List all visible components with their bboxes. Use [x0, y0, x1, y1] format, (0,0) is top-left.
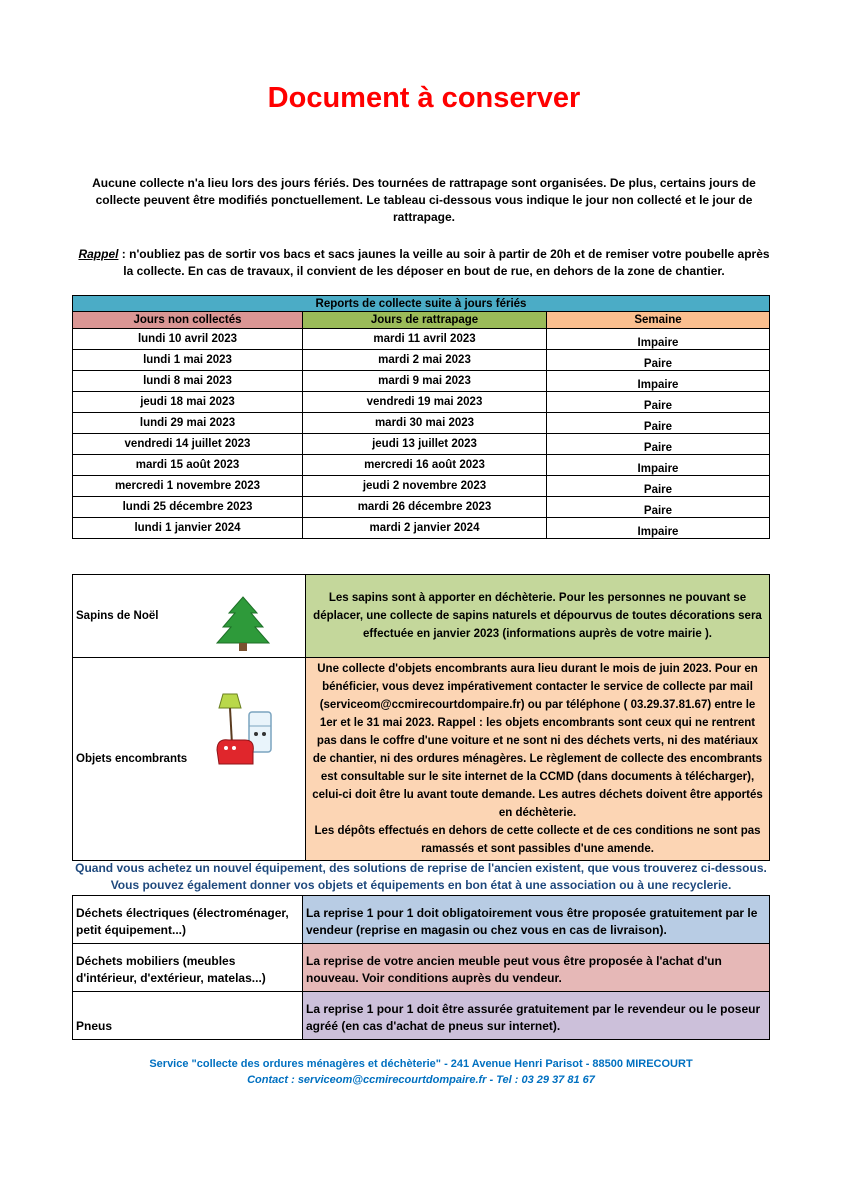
jour-rattrapage-cell: mardi 30 mai 2023 [303, 413, 547, 434]
reports-table-row [73, 518, 770, 539]
encombrants-text-main: Une collecte d'objets encombrants aura lieu durant le mois de juin 2023. Pour en bénéficier, vous devez impérativement contacter le service de collecte par mail (serviceom@ccmirecourtdompaire.fr) ou par téléphone ( 03.29.37.81.67) entre le 1er et le 31 mai 2023. Rappel : les objets encombrants sont ceux qui ne rentrent pas dans le coffre d'une voiture et ne sont ni des déchets verts, ni des matériaux de chantier, ni des ordures ménagères. Le règlement de collecte des encombrants est consultable sur le site internet de la CCMD (dans documents à télécharger), celui-ci doit être lu avant toute demande. Les autres déchets doivent être apportés en déchèterie. [312, 663, 763, 819]
sapins-label: Sapins de Noël [76, 610, 159, 622]
semaine-cell: Impaire [547, 329, 770, 350]
reprise-label-electriques: Déchets électriques (électroménager, petit équipement...) [73, 896, 303, 944]
reprise-label-pneus: Pneus [73, 992, 303, 1040]
jour-rattrapage-cell: vendredi 19 mai 2023 [303, 392, 547, 413]
jour-non-collecte-cell: mercredi 1 novembre 2023 [73, 476, 303, 497]
header-jours-rattrapage: Jours de rattrapage [303, 312, 547, 329]
jour-rattrapage-cell: jeudi 13 juillet 2023 [303, 434, 547, 455]
reprise-row-electriques [73, 896, 770, 944]
reports-table-row [73, 350, 770, 371]
header-semaine: Semaine [547, 312, 770, 329]
jour-non-collecte-cell: jeudi 18 mai 2023 [73, 392, 303, 413]
jour-non-collecte-cell: mardi 15 août 2023 [73, 455, 303, 476]
jour-rattrapage-cell: mercredi 16 août 2023 [303, 455, 547, 476]
reports-table-row [73, 497, 770, 518]
encombrants-text [306, 658, 770, 861]
reprise-text-pneus: La reprise 1 pour 1 doit être assurée gratuitement par le revendeur ou le poseur agréé (en cas d'achat de pneus sur internet). [303, 992, 770, 1040]
header-jours-non-collectes: Jours non collectés [73, 312, 303, 329]
reprise-intro: Quand vous achetez un nouvel équipement, des solutions de reprise de l'ancien existent, que vous trouverez ci-dessous. Vous pouvez également donner vos objets et équipements en bon état à une association ou à une recyclerie. [75, 861, 767, 892]
rappel-paragraph [78, 246, 770, 280]
christmas-tree-icon [213, 595, 273, 653]
reports-table-row [73, 413, 770, 434]
rappel-label: Rappel [78, 247, 119, 261]
sapins-cell [73, 575, 306, 658]
reports-table-row [73, 476, 770, 497]
reports-table-caption: Reports de collecte suite à jours fériés [73, 296, 770, 312]
footer [72, 1056, 770, 1088]
rappel-text: : n'oubliez pas de sortir vos bacs et sacs jaunes la veille au soir à partir de 20h et de remiser votre poubelle après la collecte. En cas de travaux, il convient de les déposer en bout de rue, en dehors de la zone de chantier. [118, 247, 770, 278]
jour-non-collecte-cell: vendredi 14 juillet 2023 [73, 434, 303, 455]
semaine-cell: Paire [547, 476, 770, 497]
jour-rattrapage-cell: mardi 2 mai 2023 [303, 350, 547, 371]
sapins-row [73, 575, 770, 658]
bulky-furniture-icon [215, 690, 275, 772]
sapins-text: Les sapins sont à apporter en déchèterie. Pour les personnes ne pouvant se déplacer, une collecte de sapins naturels et dépourvus de toutes décorations sera effectuée en janvier 2023 (informations auprès de votre mairie ). [306, 575, 770, 658]
reprise-row-pneus [73, 992, 770, 1040]
jour-non-collecte-cell: lundi 29 mai 2023 [73, 413, 303, 434]
encombrants-label: Objets encombrants [76, 753, 188, 765]
reports-table [72, 295, 770, 539]
intro-paragraph: Aucune collecte n'a lieu lors des jours fériés. Des tournées de rattrapage sont organisées. De plus, certains jours de collecte peuvent être modifiés ponctuellement. Le tableau ci-dessous vous indique le jour non collecté et le jour de rattrapage. [92, 176, 756, 224]
semaine-cell: Paire [547, 392, 770, 413]
reports-table-row [73, 329, 770, 350]
jour-rattrapage-cell: mardi 26 décembre 2023 [303, 497, 547, 518]
reprise-label-mobiliers: Déchets mobiliers (meubles d'intérieur, d'extérieur, matelas...) [73, 944, 303, 992]
jour-non-collecte-cell: lundi 10 avril 2023 [73, 329, 303, 350]
jour-non-collecte-cell: lundi 8 mai 2023 [73, 371, 303, 392]
reprise-row-mobiliers [73, 944, 770, 992]
document-title: Document à conserver [267, 82, 581, 114]
reports-table-row [73, 392, 770, 413]
encombrants-cell [73, 658, 306, 861]
encombrants-row [73, 658, 770, 861]
reports-table-row [73, 455, 770, 476]
jour-non-collecte-cell: lundi 1 mai 2023 [73, 350, 303, 371]
jour-rattrapage-cell: jeudi 2 novembre 2023 [303, 476, 547, 497]
reprise-table [72, 895, 770, 1040]
jour-non-collecte-cell: lundi 1 janvier 2024 [73, 518, 303, 539]
jour-rattrapage-cell: mardi 11 avril 2023 [303, 329, 547, 350]
semaine-cell: Impaire [547, 518, 770, 539]
semaine-cell: Paire [547, 350, 770, 371]
reprise-text-mobiliers: La reprise de votre ancien meuble peut vous être proposée à l'achat d'un nouveau. Voir conditions auprès du vendeur. [303, 944, 770, 992]
reports-table-row [73, 434, 770, 455]
semaine-cell: Paire [547, 497, 770, 518]
semaine-cell: Impaire [547, 371, 770, 392]
semaine-cell: Paire [547, 413, 770, 434]
encombrants-text-warning: Les dépôts effectués en dehors de cette collecte et de ces conditions ne sont pas ramassés et sont passibles d'une amende. [314, 825, 761, 855]
footer-contact: Contact : serviceom@ccmirecourtdompaire.fr - Tel : 03 29 37 81 67 [247, 1074, 595, 1086]
semaine-cell: Impaire [547, 455, 770, 476]
jour-rattrapage-cell: mardi 2 janvier 2024 [303, 518, 547, 539]
jour-rattrapage-cell: mardi 9 mai 2023 [303, 371, 547, 392]
reprise-text-electriques: La reprise 1 pour 1 doit obligatoirement vous être proposée gratuitement par le vendeur (reprise en magasin ou chez vous en cas de livraison). [303, 896, 770, 944]
jour-non-collecte-cell: lundi 25 décembre 2023 [73, 497, 303, 518]
footer-address: Service "collecte des ordures ménagères et déchèterie" - 241 Avenue Henri Parisot - 88500 MIRECOURT [149, 1058, 693, 1070]
special-collections-table [72, 574, 770, 861]
reports-table-row [73, 371, 770, 392]
semaine-cell: Paire [547, 434, 770, 455]
